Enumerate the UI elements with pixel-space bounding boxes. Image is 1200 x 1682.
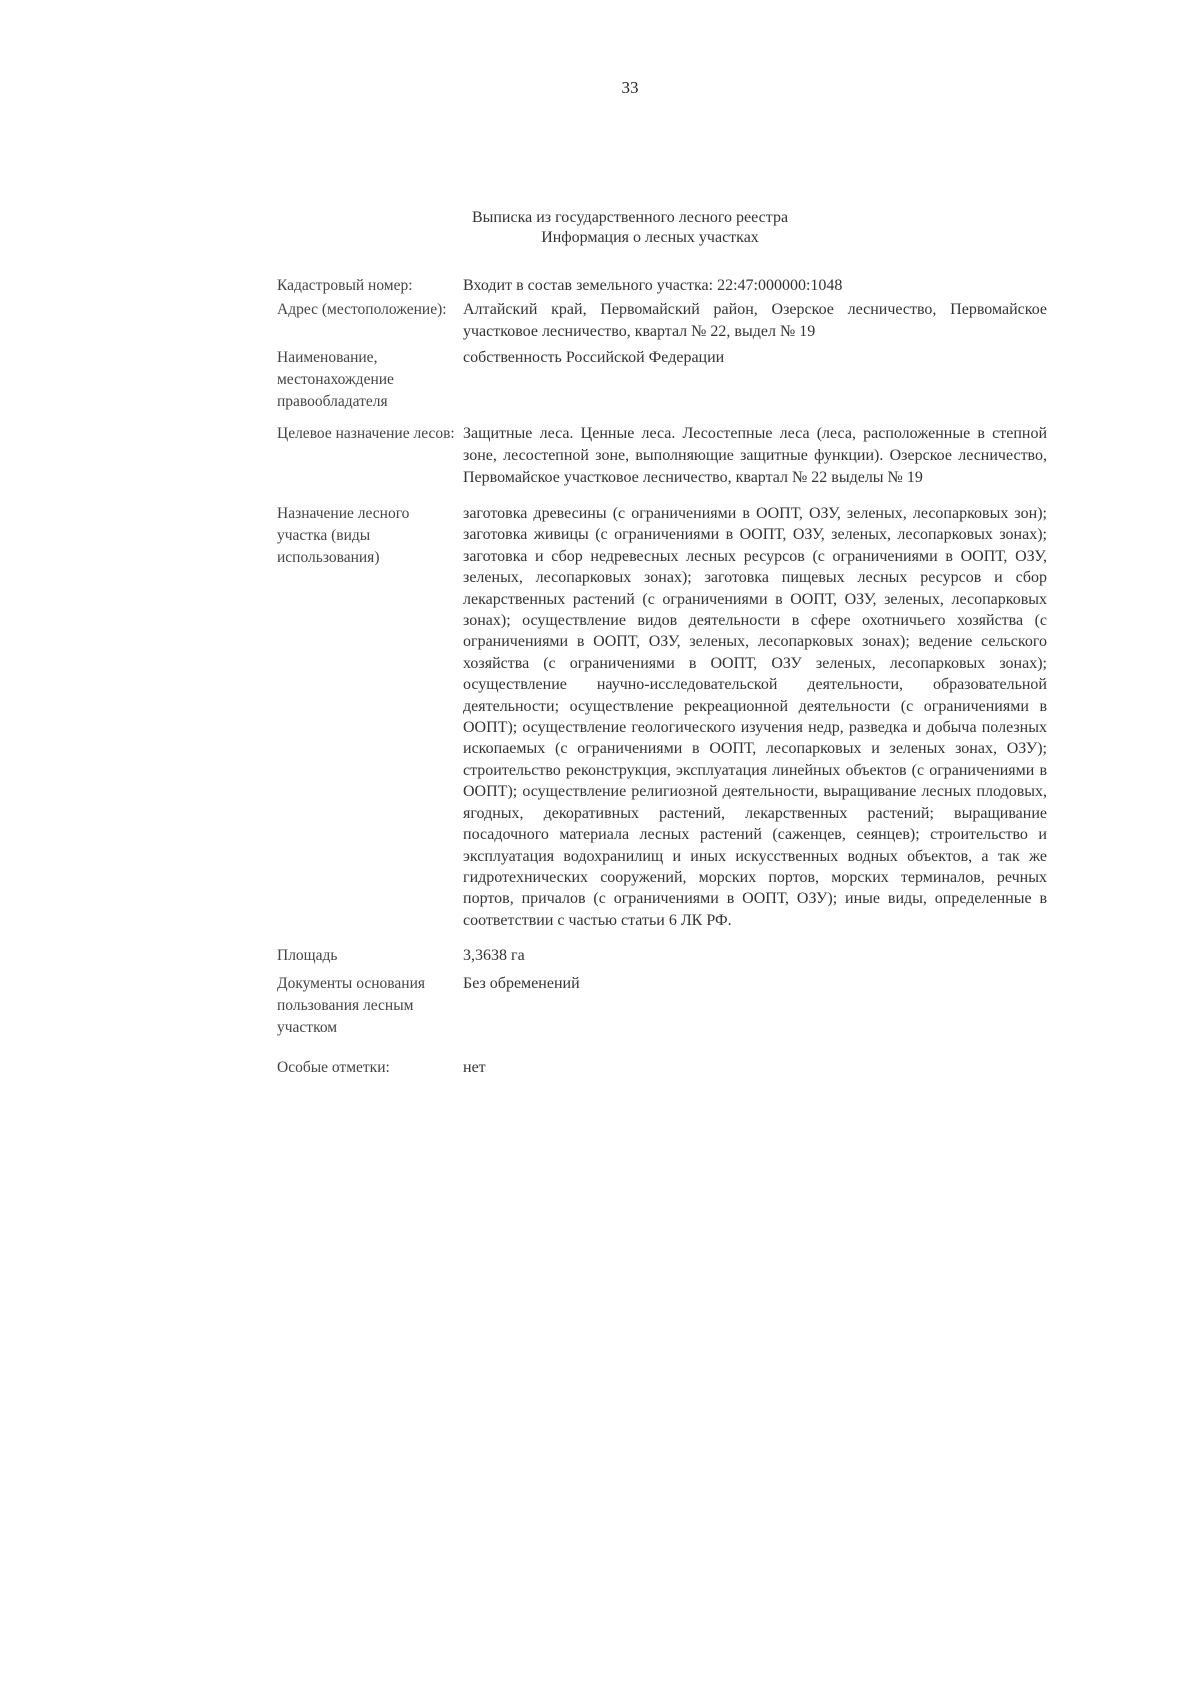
- row-label: Адрес (местоположение):: [277, 301, 447, 318]
- row-value: 3,3638 га: [463, 947, 525, 965]
- row-value: заготовка древесины (с ограничениями в ООПТ, ОЗУ, зеленых, лесопарковых зон); заготовка живицы (с ограничениями в ООПТ, ОЗУ, зеленых, лесопарковых зонах); заготовка и сбор недревесных лесных ресурсов (с ограничениями в ООПТ, ОЗУ, зеленых, лесопарковых зонах); заготовка пищевых лесных ресурсов и сбор лекарственных растений (с ограничениями в ООПТ, ОЗУ, зеленых, лесопарковых зонах); осуществление видов деятельности в сфере охотничьего хозяйства (с ограничениями в ООПТ, ОЗУ, зеленых, лесопарковых зонах); ведение сельского хозяйства (с ограничениями в ООПТ, ОЗУ зеленых, лесопарковых зонах); осуществление научно-исследовательской деятельности, образовательной деятельности; осуществление рекреационной деятельности (с ограничениями в ООПТ); осуществление геологического изучения недр, разведка и добыча полезных ископаемых (с ограничениями в ООПТ, лесопарковых и зеленых зонах, ОЗУ); строительство реконструкция, эксплуатация линейных объектов (с ограничениями в ООПТ); осуществление религиозной деятельности, выращивание лесных плодовых, ягодных, декоративных растений, лекарственных растений; выращивание посадочного материала лесных растений (саженцев, сеянцев); строительство и эксплуатация водохранилищ и иных искусственных водных объектов, а так же гидротехнических сооружений, морских портов, морских терминалов, речных портов, причалов (с ограничениями в ООПТ, ОЗУ); иные виды, определенные в соответствии с частью статьи 6 ЛК РФ.: [463, 505, 1047, 929]
- row-label: Документы основания пользования лесным участком: [277, 975, 425, 1037]
- row-cadastral-number: [277, 275, 1047, 297]
- row-label: Кадастровый номер:: [277, 277, 413, 294]
- row-label: Особые отметки:: [277, 1059, 390, 1077]
- row-plot-usage: [277, 503, 1047, 931]
- row-value: собственность Российской Федерации: [463, 349, 725, 366]
- page-number: 33: [621, 78, 639, 97]
- row-value: нет: [463, 1059, 486, 1077]
- row-value: Без обременений: [463, 975, 580, 993]
- row-value: Входит в состав земельного участка: 22:47:000000:1048: [463, 277, 843, 294]
- row-label: Наименование, местонахождение правообладателя: [277, 349, 394, 410]
- row-owner: [277, 347, 1047, 413]
- row-value: Защитные леса. Ценные леса. Лесостепные леса (леса, расположенные в степной зоне, лесостепной зоне, выполняющие защитные функции). Озерское лесничество, Первомайское участковое лесничество, квартал № 22 выделы № 19: [463, 425, 1047, 486]
- row-forest-purpose: [277, 423, 1047, 489]
- row-special-notes: [277, 1057, 1047, 1079]
- document-title: [0, 208, 1200, 248]
- row-area: [277, 945, 1047, 967]
- row-value: Алтайский край, Первомайский район, Озерское лесничество, Первомайское участковое лесничество, квартал № 22, выдел № 19: [463, 301, 1047, 340]
- title-line-2: Информация о лесных участках: [541, 229, 759, 246]
- title-line-1: Выписка из государственного лесного реестра: [471, 209, 789, 226]
- row-label: Назначение лесного участка (виды использования): [277, 505, 410, 566]
- row-address: [277, 299, 1047, 343]
- row-label: Площадь: [277, 947, 338, 965]
- forest-plot-info-table: [277, 275, 1047, 1079]
- row-usage-documents: [277, 973, 1047, 1039]
- row-label: Целевое назначение лесов:: [277, 425, 455, 442]
